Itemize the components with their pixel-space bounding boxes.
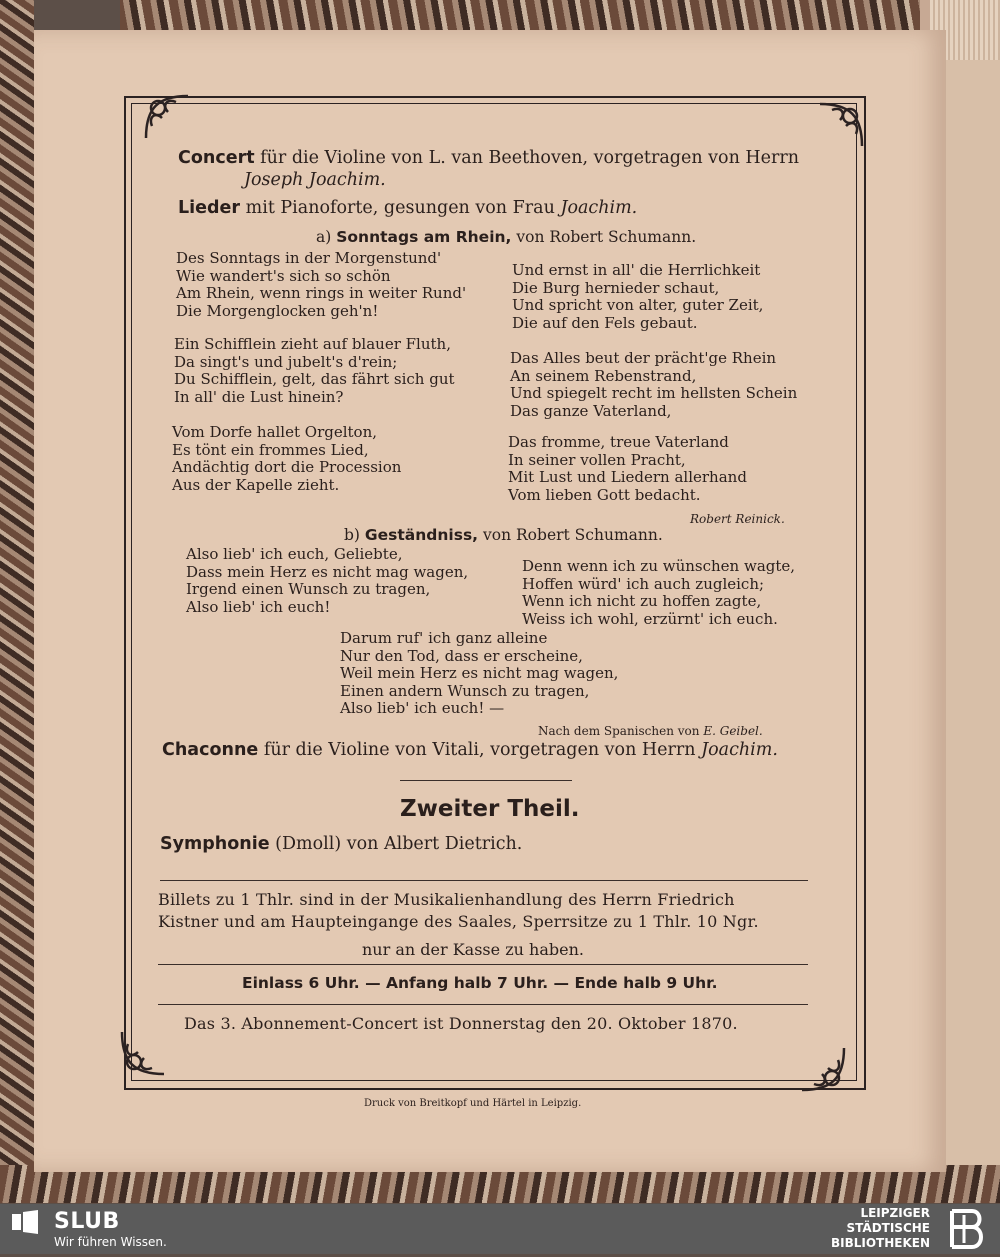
song-a-title: Sonntags am Rhein,	[336, 228, 512, 246]
concert-text: für die Violine von L. van Beethoven, vorgetragen von Herrn	[260, 148, 800, 168]
verse-line: Da singt's und jubelt's d'rein;	[174, 352, 398, 371]
verse-line: Irgend einen Wunsch zu tragen,	[186, 580, 431, 598]
concert-label: Concert	[178, 148, 255, 168]
lieder-label: Lieder	[178, 198, 241, 218]
song-a-heading	[316, 228, 696, 246]
verse-line: Einen andern Wunsch zu tragen,	[340, 681, 590, 700]
verse-line: Und spiegelt recht im hellsten Schein	[510, 384, 798, 402]
lsb-line: STÄDTISCHE	[846, 1221, 930, 1235]
concert-heading	[178, 148, 799, 168]
part-two-heading: Zweiter Theil.	[400, 796, 580, 822]
song-b-right-stanza	[522, 558, 795, 628]
verse-line: Nur den Tod, dass er erscheine,	[340, 646, 583, 665]
verse-line: Also lieb' ich euch! —	[340, 699, 505, 717]
corner-ornament-top-right-icon	[808, 96, 870, 158]
tickets-line-2: Kistner und am Haupteingange des Saales, Sperrsitze zu 1 Thlr. 10 Ngr.	[158, 912, 759, 931]
song-b-source	[538, 724, 763, 738]
divider	[158, 1004, 808, 1005]
song-b-source-poet: E. Geibel.	[703, 724, 763, 738]
verse-line: Es tönt ein frommes Lied,	[172, 440, 369, 459]
verse-line: Die Morgenglocken geh'n!	[176, 301, 379, 320]
symphonie-label: Symphonie	[160, 834, 270, 854]
symphonie-text: (Dmoll) von Albert Dietrich.	[275, 834, 523, 854]
divider	[160, 880, 808, 881]
song-a-right-stanza-1	[512, 262, 763, 332]
lsb-line: LEIPZIGER	[860, 1206, 930, 1220]
symphonie-heading	[160, 834, 522, 854]
song-b-center-stanza	[340, 630, 618, 718]
lieder-text: mit Pianoforte, gesungen von Frau	[245, 198, 555, 218]
verse-line: Darum ruf' ich ganz alleine	[340, 629, 548, 647]
song-a-right-stanza-2	[510, 350, 797, 420]
song-b-left-stanza	[186, 546, 468, 616]
lieder-heading	[178, 198, 637, 218]
verse-line: Vom lieben Gott bedacht.	[508, 485, 701, 504]
verse-line: In seiner vollen Pracht,	[508, 450, 686, 469]
marbled-cover-left	[0, 0, 34, 1200]
verse-line: Das ganze Vaterland,	[510, 401, 672, 420]
lsb-line: BIBLIOTHEKEN	[830, 1236, 930, 1250]
printer-imprint: Druck von Breitkopf und Härtel in Leipzig.	[364, 1098, 582, 1109]
verse-line: An seinem Rebenstrand,	[510, 366, 697, 385]
verse-line: Ein Schifflein zieht auf blauer Fluth,	[174, 335, 451, 353]
song-a-right-stanza-3	[508, 434, 747, 504]
verse-line: Am Rhein, wenn rings in weiter Rund'	[176, 284, 467, 302]
chaconne-performer: Joachim.	[701, 740, 778, 760]
verse-line: Das Alles beut der prächt'ge Rhein	[510, 349, 777, 367]
tickets-line-3: nur an der Kasse zu haben.	[362, 940, 584, 959]
chaconne-text: für die Violine von Vitali, vorgetragen von Herrn	[263, 740, 696, 760]
song-a-left-stanza-1	[176, 250, 466, 320]
verse-line: Aus der Kapelle zieht.	[172, 475, 340, 494]
chaconne-label: Chaconne	[162, 740, 259, 760]
corner-ornament-top-left-icon	[138, 88, 200, 150]
verse-line: Hoffen würd' ich auch zugleich;	[522, 574, 765, 593]
lieder-performer: Joachim.	[560, 198, 638, 218]
verse-line: Du Schifflein, gelt, das fährt sich gut	[174, 370, 455, 388]
verse-line: Wenn ich nicht zu hoffen zagte,	[522, 592, 762, 610]
song-b-heading	[344, 526, 663, 544]
verse-line: Die auf den Fels gebaut.	[512, 313, 698, 332]
verse-line: Die Burg hernieder schaut,	[512, 278, 720, 297]
slub-title: SLUB	[54, 1209, 120, 1234]
lsb-logo-icon	[942, 1205, 992, 1253]
concert-times: Einlass 6 Uhr. — Anfang halb 7 Uhr. — Ende halb 9 Uhr.	[242, 974, 718, 992]
song-a-marker: a)	[316, 228, 332, 246]
verse-line: Wie wandert's sich so schön	[176, 266, 391, 285]
concert-performer: Joseph Joachim.	[244, 170, 386, 190]
lsb-name	[831, 1206, 930, 1251]
slub-tagline: Wir führen Wissen.	[54, 1235, 167, 1249]
divider	[158, 964, 808, 965]
next-concert-notice: Das 3. Abonnement-Concert ist Donnerstag den 20. Oktober 1870.	[184, 1014, 738, 1033]
verse-line: Andächtig dort die Procession	[172, 458, 402, 476]
verse-line: Also lieb' ich euch!	[186, 597, 331, 616]
verse-line: Und spricht von alter, guter Zeit,	[512, 296, 764, 314]
song-a-left-stanza-2	[174, 336, 455, 406]
song-b-marker: b)	[344, 526, 360, 544]
verse-line: Also lieb' ich euch, Geliebte,	[186, 545, 403, 563]
verse-line: Vom Dorfe hallet Orgelton,	[172, 423, 378, 441]
song-b-source-prefix: Nach dem Spanischen von	[538, 724, 700, 738]
song-a-left-stanza-3	[172, 424, 401, 494]
verse-line: Und ernst in all' die Herrlichkeit	[512, 261, 761, 279]
verse-line: Dass mein Herz es nicht mag wagen,	[186, 562, 469, 581]
chaconne-heading	[162, 740, 778, 760]
verse-line: Weiss ich wohl, erzürnt' ich euch.	[522, 609, 778, 628]
tickets-line-1: Billets zu 1 Thlr. sind in der Musikalienhandlung des Herrn Friedrich	[158, 890, 735, 909]
song-a-poet: Robert Reinick.	[690, 512, 785, 526]
song-a-composer: von Robert Schumann.	[516, 228, 697, 246]
verse-line: Denn wenn ich zu wünschen wagte,	[522, 557, 796, 575]
verse-line: Des Sonntags in der Morgenstund'	[176, 249, 442, 267]
verse-line: In all' die Lust hinein?	[174, 387, 344, 406]
slub-logo-icon	[12, 1210, 38, 1234]
verse-line: Das fromme, treue Vaterland	[508, 433, 729, 451]
verse-line: Weil mein Herz es nicht mag wagen,	[340, 664, 619, 682]
song-b-composer: von Robert Schumann.	[483, 526, 663, 544]
verse-line: Mit Lust und Liedern allerhand	[508, 468, 747, 486]
song-b-title: Geständniss,	[364, 526, 479, 544]
divider	[400, 780, 572, 781]
corner-ornament-bottom-right-icon	[790, 1036, 852, 1098]
corner-ornament-bottom-left-icon	[114, 1020, 176, 1082]
